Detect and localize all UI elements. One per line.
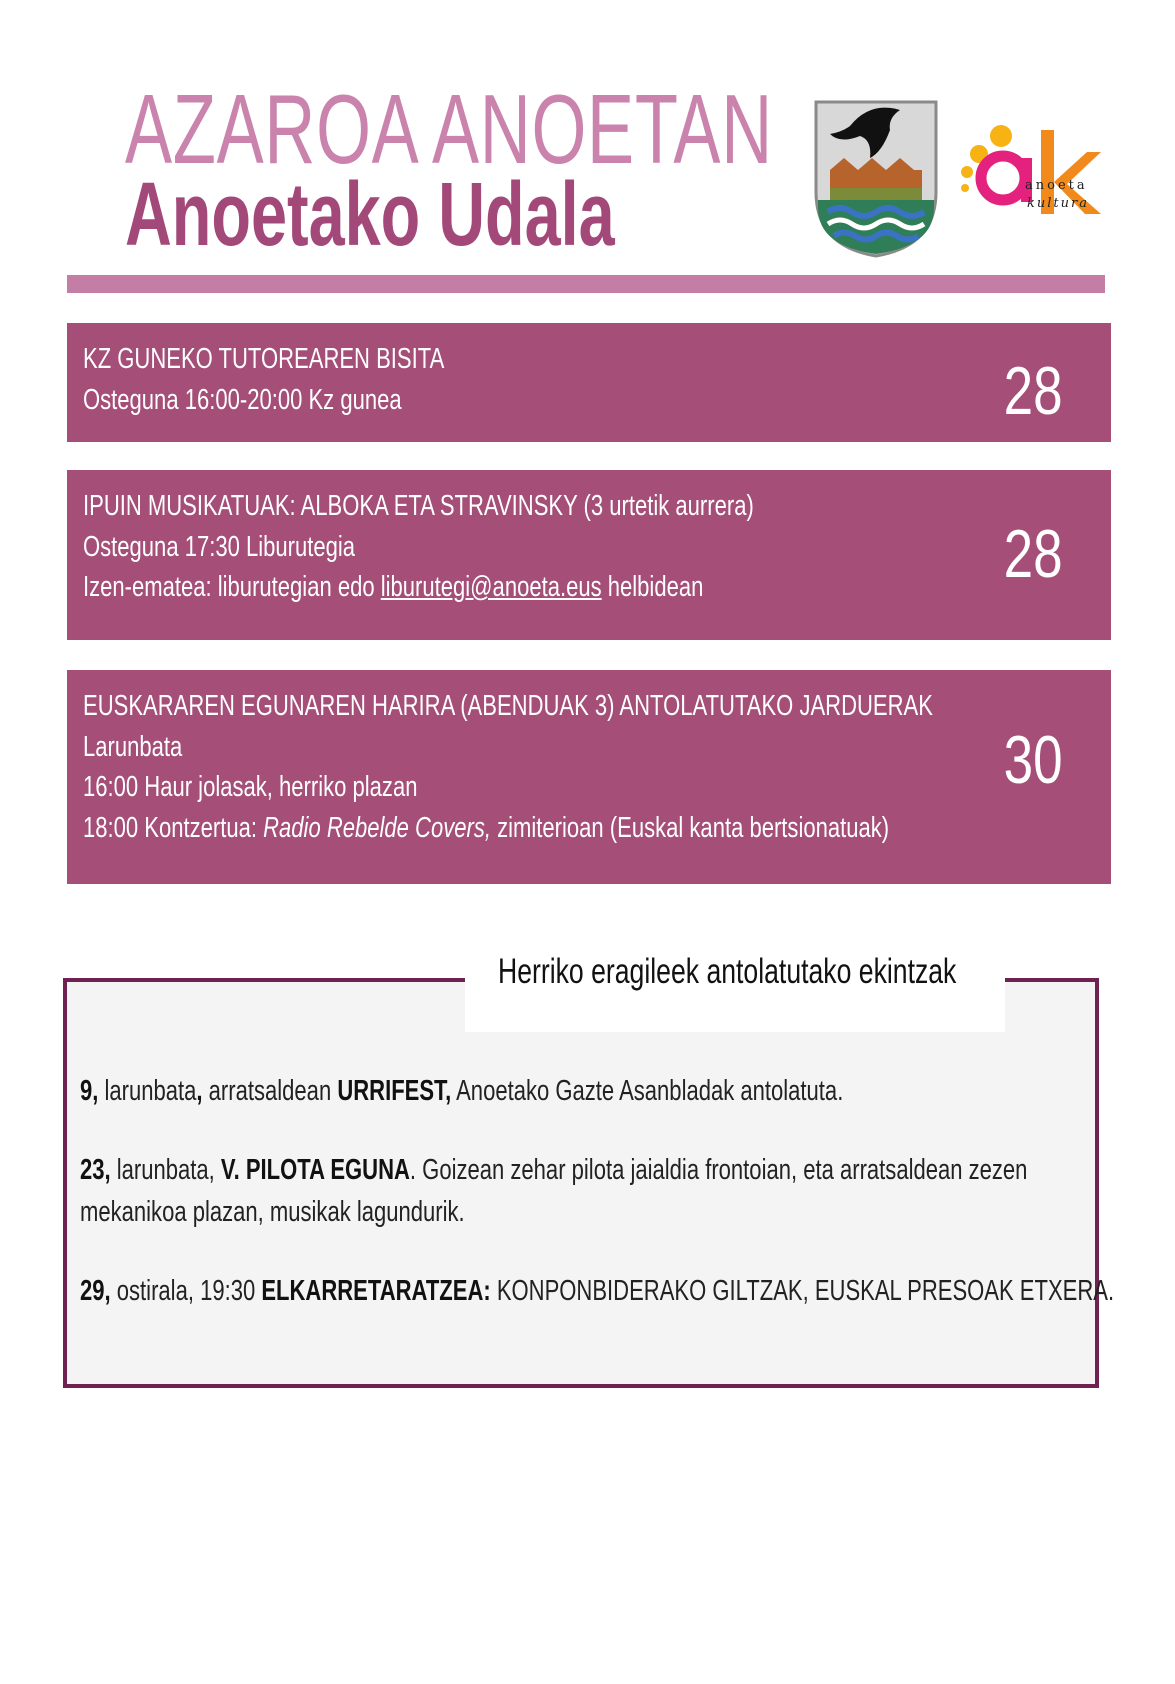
event-card (67, 323, 1111, 442)
event-title: KZ GUNEKO TUTOREAREN BISITA (83, 343, 445, 375)
logo-text-anoeta: anoeta (1025, 178, 1088, 193)
event-details: Osteguna 17:30 Liburutegia (83, 530, 356, 563)
event-day: 28 (1004, 353, 1063, 429)
list-item: 29, ostirala, 19:30 ELKARRETARATZEA: KONPONBIDERAKO GILTZAK, EUSKAL PRESOAK ETXERA. (80, 1275, 1115, 1307)
event-day-name: Larunbata (83, 730, 183, 763)
event-activity: 18:00 Kontzertua: Radio Rebelde Covers, zimiterioan (Euskal kanta bertsionatuak) (83, 811, 890, 844)
event-card (67, 670, 1111, 884)
anoeta-shield-logo (810, 96, 942, 260)
event-details: Osteguna 16:00-20:00 Kz gunea (83, 383, 402, 416)
event-title: IPUIN MUSIKATUAK: ALBOKA ETA STRAVINSKY (3 urtetik aurrera) (83, 490, 754, 522)
event-card (67, 470, 1111, 640)
event-registration: Izen-ematea: liburutegian edo liburutegi@anoeta.eus helbidean (83, 571, 704, 603)
list-item: 9, larunbata, arratsaldean URRIFEST, Anoetako Gazte Asanbladak antolatuta. (80, 1075, 844, 1107)
event-activity: 16:00 Haur jolasak, herriko plazan (83, 771, 418, 803)
list-item: 23, larunbata, V. PILOTA EGUNA. Goizean zehar pilota jaialdia frontoian, eta arratsaldean zezen (80, 1154, 1028, 1186)
logo-text-kultura: kultura (1027, 196, 1089, 211)
box-title: Herriko eragileek antolatutako ekintzak (498, 952, 957, 991)
event-day: 30 (1004, 722, 1063, 798)
email-link[interactable]: liburutegi@anoeta.eus (380, 571, 602, 603)
anoeta-kultura-logo (955, 124, 1105, 240)
list-item-continuation: mekanikoa plazan, musikak lagundurik. (80, 1196, 465, 1228)
page-title: AZAROA ANOETAN (125, 74, 773, 184)
event-title: EUSKARAREN EGUNAREN HARIRA (ABENDUAK 3) ANTOLATUTAKO JARDUERAK (83, 690, 933, 722)
event-day: 28 (1004, 516, 1063, 592)
header-divider (67, 275, 1105, 293)
page-subtitle: Anoetako Udala (125, 165, 615, 265)
